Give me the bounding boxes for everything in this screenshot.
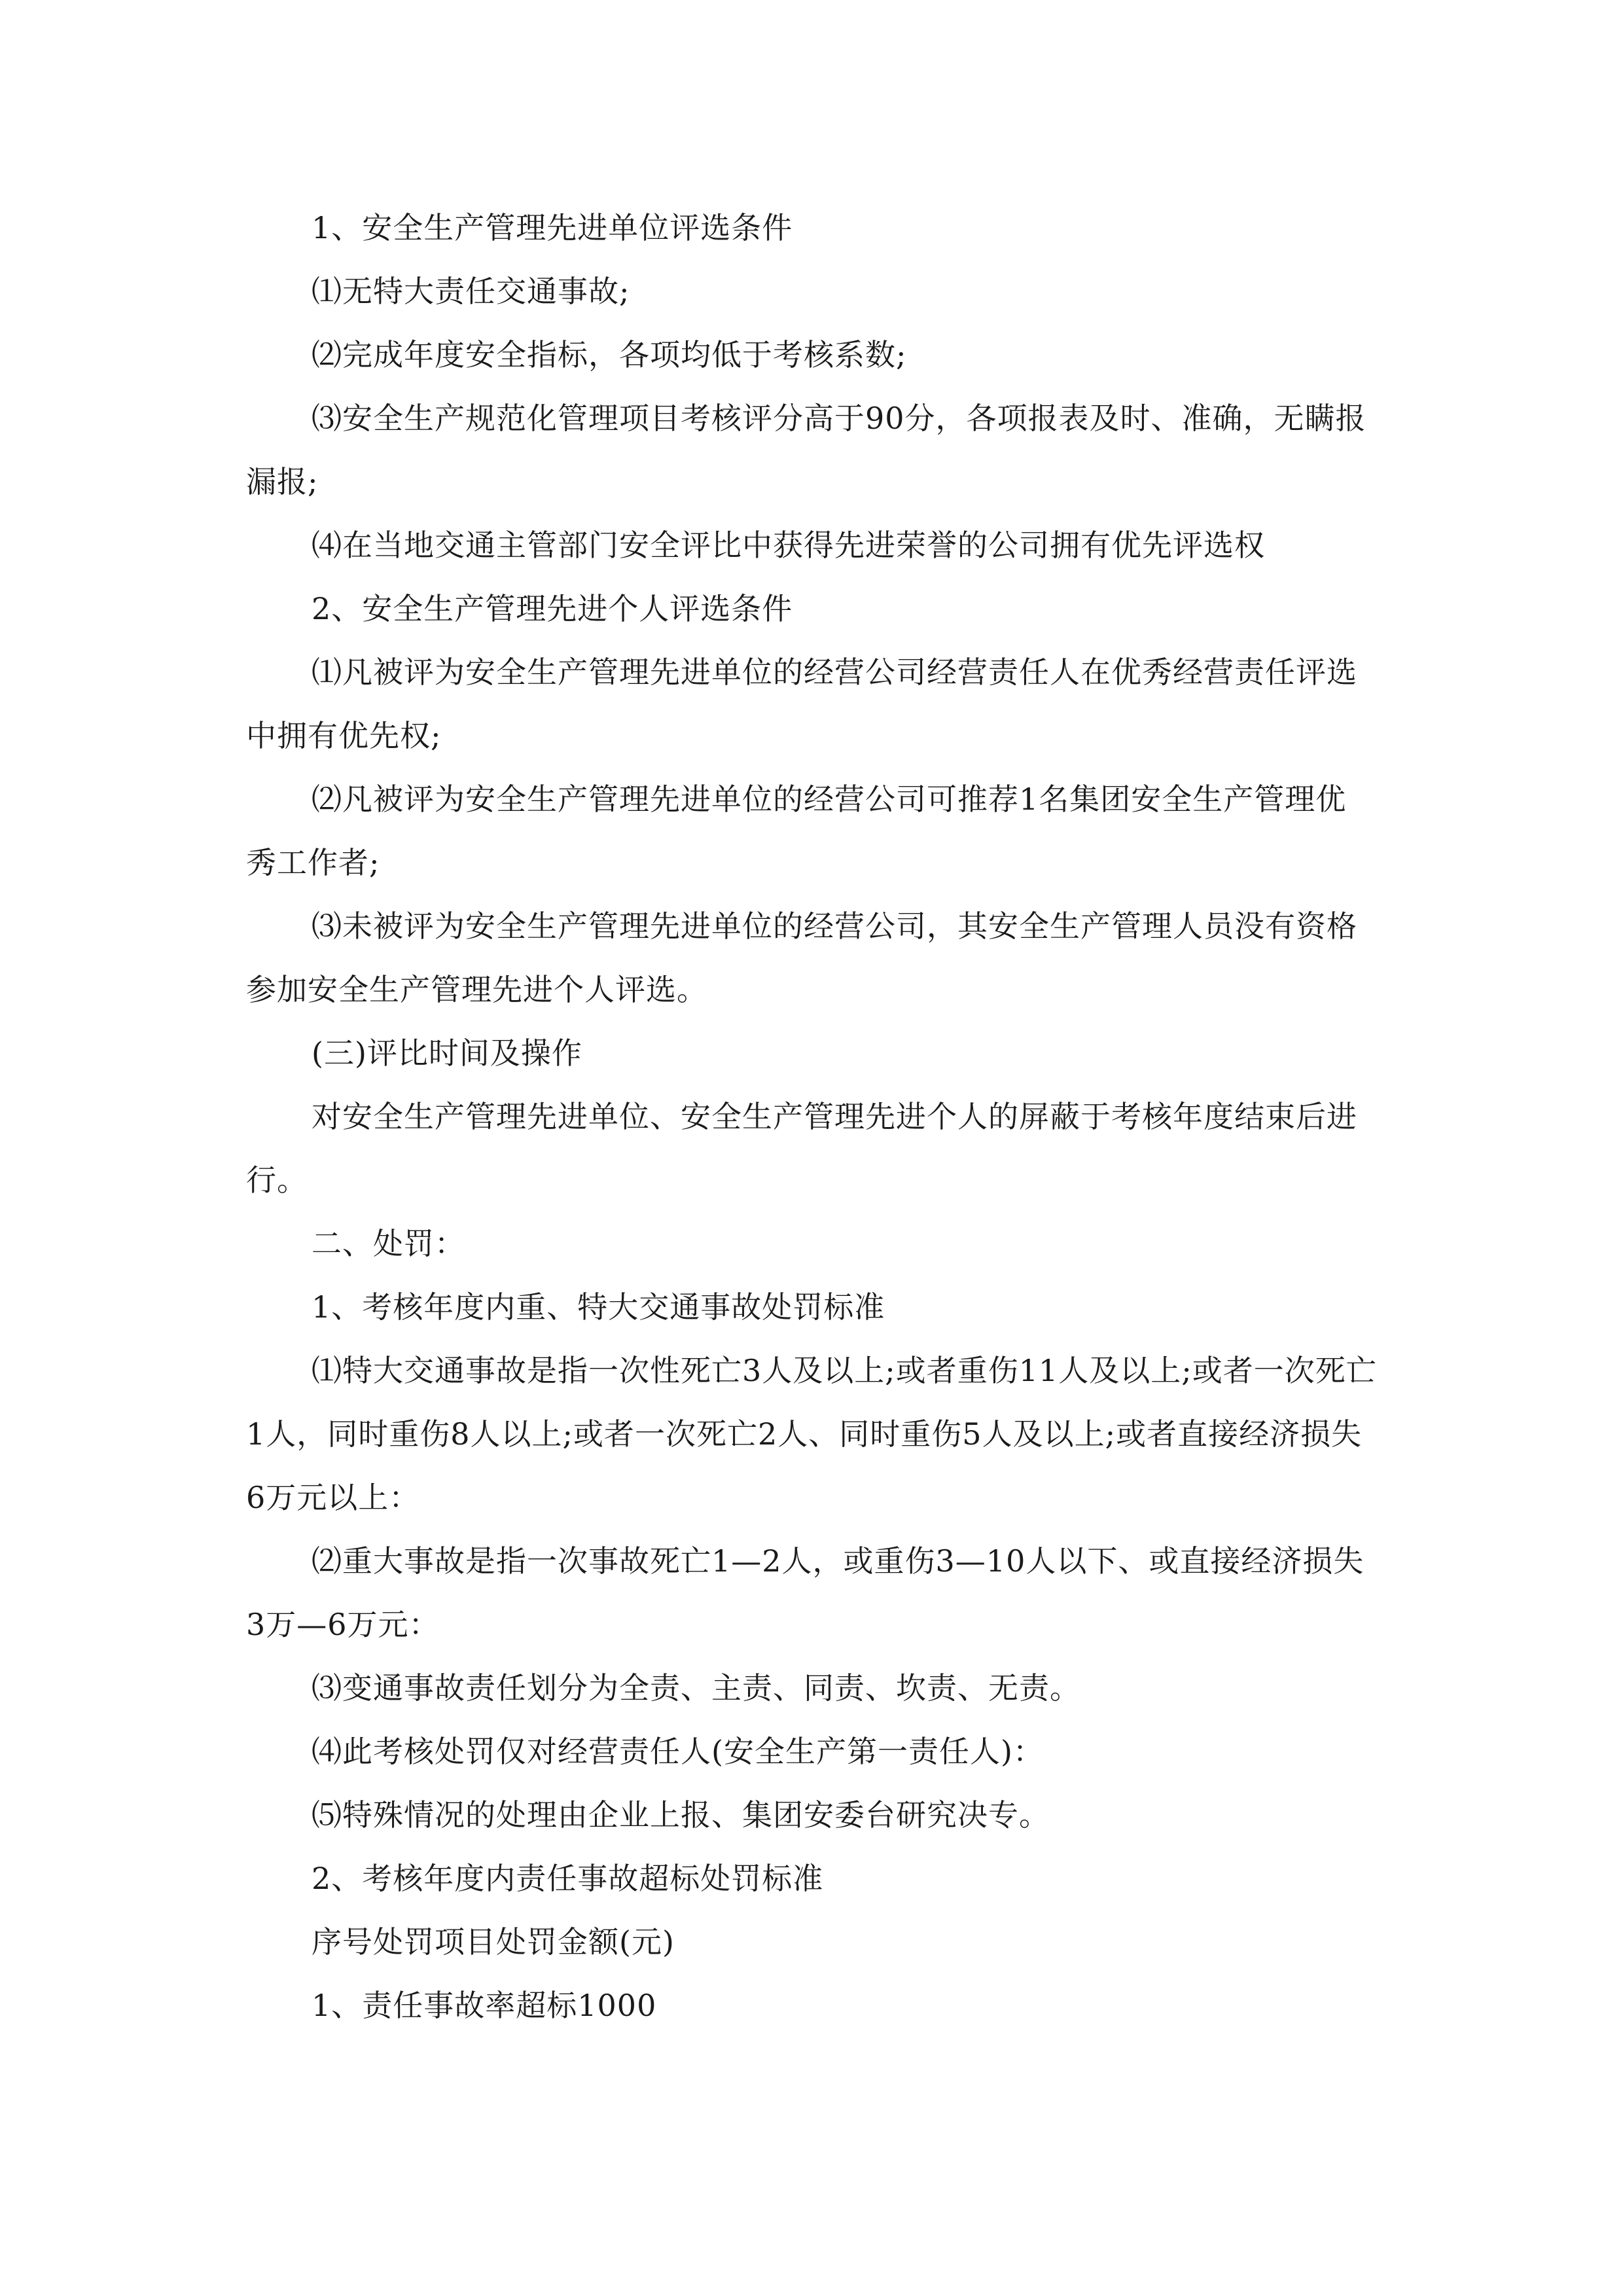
paragraph-table-row-1: 1、责任事故率超标1000	[312, 1988, 657, 2023]
paragraph-accident-definition-3: ⑶变通事故责任划分为全责、主责、同责、坎责、无责。	[312, 1670, 1080, 1706]
paragraph-heading-penalties: 二、处罚：	[312, 1226, 465, 1261]
paragraph-table-header: 序号处罚项目处罚金额(元)	[312, 1924, 675, 1960]
paragraph-unit-criterion-1: ⑴无特大责任交通事故;	[312, 274, 630, 309]
paragraph-individual-criterion-2: ⑵凡被评为安全生产管理先进单位的经营公司可推荐1名集团安全生产管理优秀工作者;	[246, 781, 1347, 880]
paragraph-heading-individual-criteria: 2、安全生产管理先进个人评选条件	[312, 591, 793, 626]
paragraph-unit-criterion-3: ⑶安全生产规范化管理项目考核评分高于90分，各项报表及时、准确，无瞒报漏报;	[246, 401, 1366, 499]
paragraph-unit-criterion-2: ⑵完成年度安全指标，各项均低于考核系数;	[312, 337, 907, 372]
paragraph-heading-timing: (三)评比时间及操作	[312, 1035, 582, 1071]
document-body	[246, 196, 1377, 2037]
paragraph-individual-criterion-3: ⑶未被评为安全生产管理先进单位的经营公司，其安全生产管理人员没有资格参加安全生产管理先进个人评选。	[246, 908, 1357, 1007]
paragraph-heading-unit-criteria: 1、安全生产管理先进单位评选条件	[312, 210, 793, 245]
paragraph-individual-criterion-1: ⑴凡被评为安全生产管理先进单位的经营公司经营责任人在优秀经营责任评选中拥有优先权;	[246, 655, 1357, 753]
paragraph-heading-overlimit-penalty: 2、考核年度内责任事故超标处罚标准	[312, 1861, 824, 1896]
paragraph-accident-definition-1: ⑴特大交通事故是指一次性死亡3人及以上;或者重伤11人及以上;或者一次死亡1人，同时重伤8人以上;或者一次死亡2人、同时重伤5人及以上;或者直接经济损失6万元以上：	[246, 1353, 1377, 1515]
paragraph-accident-definition-4: ⑷此考核处罚仅对经营责任人(安全生产第一责任人)：	[312, 1734, 1044, 1769]
paragraph-timing-text: 对安全生产管理先进单位、安全生产管理先进个人的屏蔽于考核年度结束后进行。	[246, 1099, 1357, 1198]
paragraph-accident-definition-2: ⑵重大事故是指一次事故死亡1—2人，或重伤3—10人以下、或直接经济损失3万—6万元：	[246, 1543, 1364, 1642]
paragraph-heading-accident-penalty: 1、考核年度内重、特大交通事故处罚标准	[312, 1289, 885, 1325]
paragraph-unit-criterion-4: ⑷在当地交通主管部门安全评比中获得先进荣誉的公司拥有优先评选权	[312, 528, 1265, 563]
paragraph-accident-definition-5: ⑸特殊情况的处理由企业上报、集团安委台研究决专。	[312, 1797, 1050, 1833]
